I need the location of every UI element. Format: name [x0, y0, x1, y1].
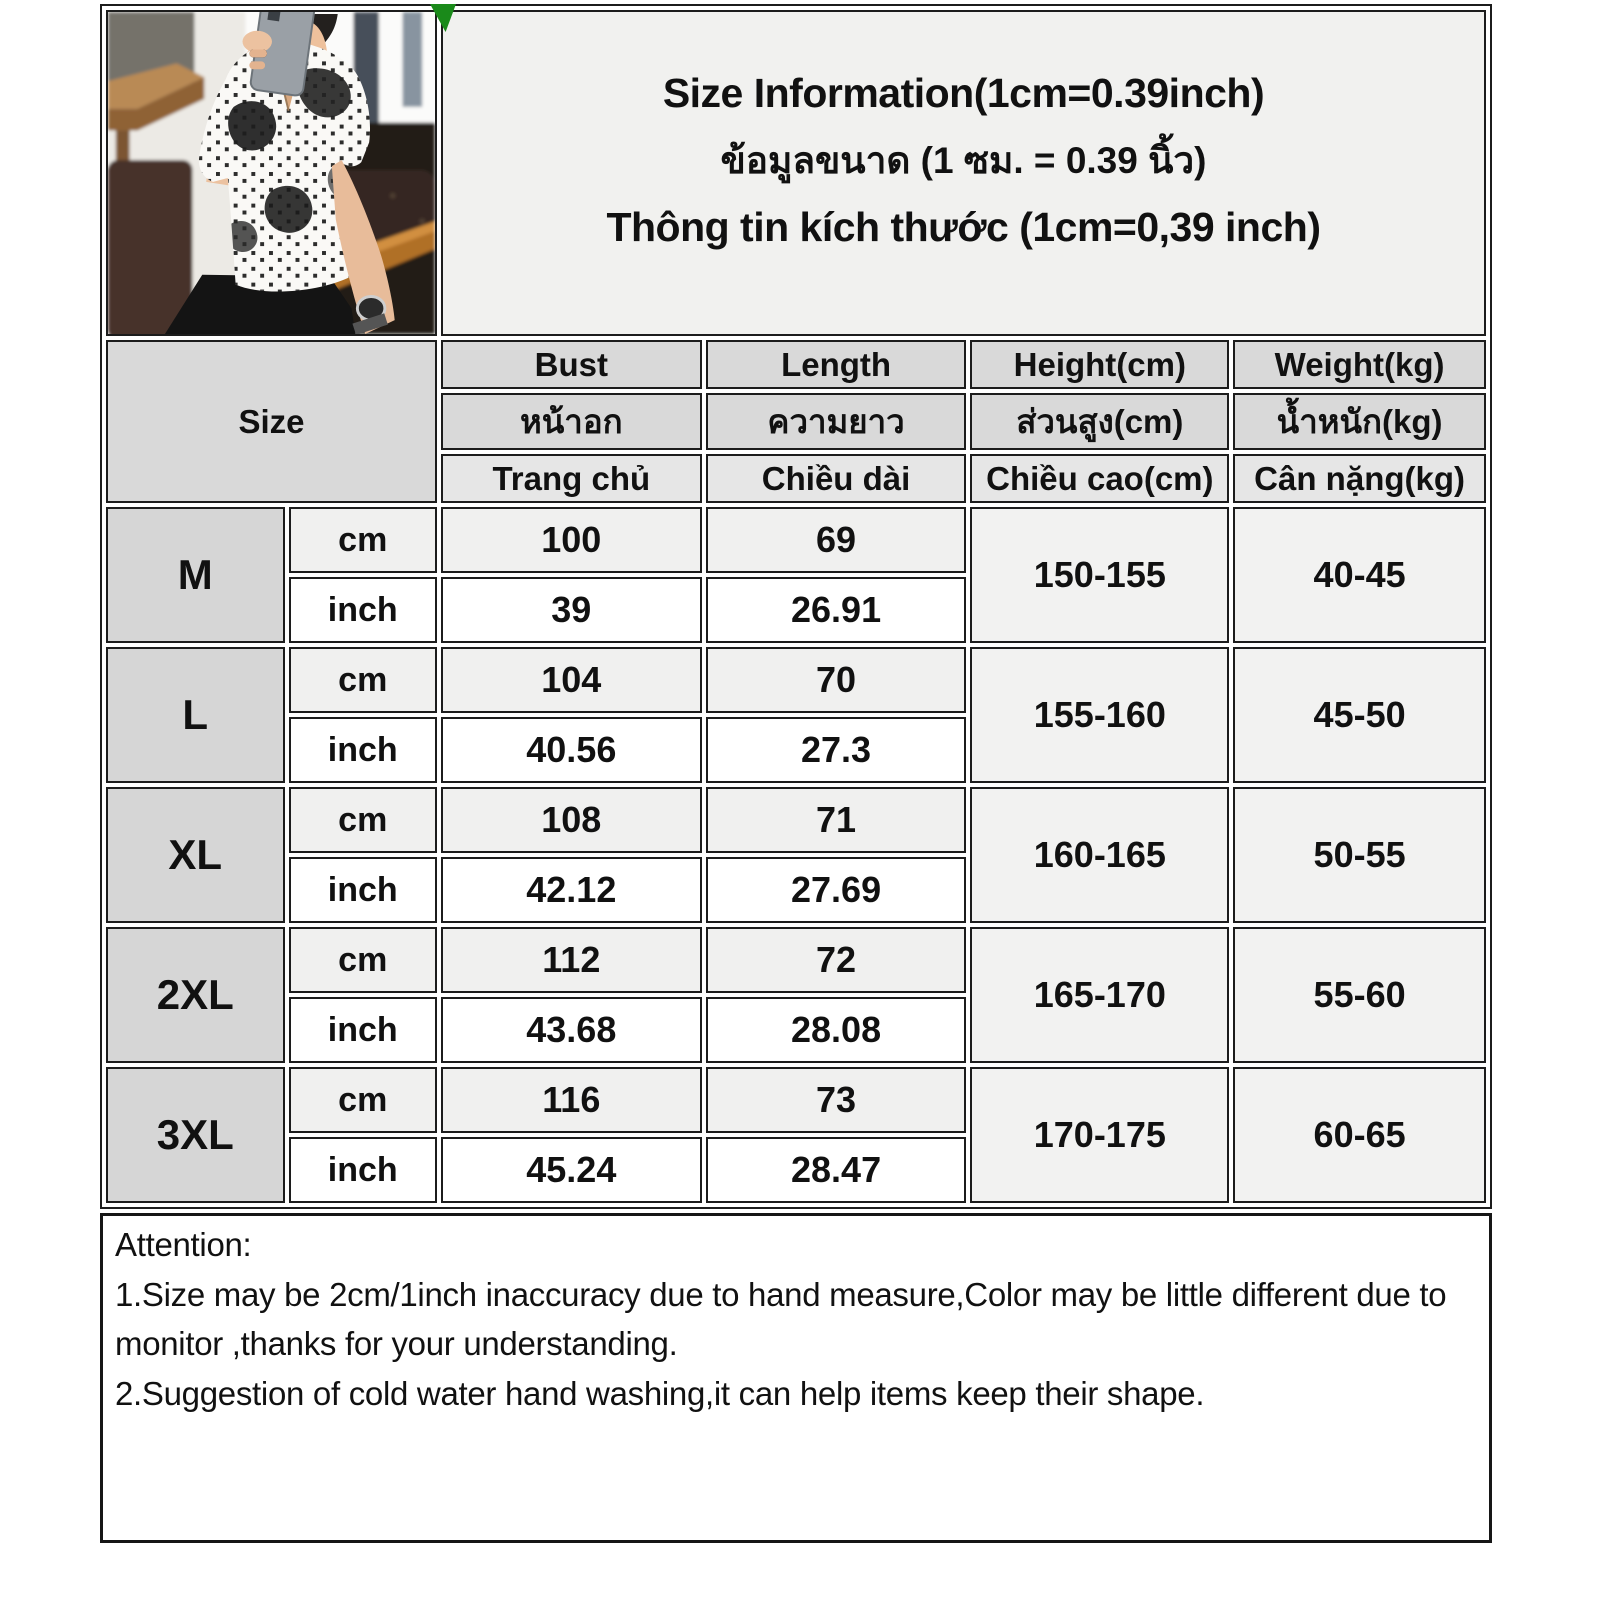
- length-inch-value: 27.69: [706, 857, 967, 923]
- bust-cm-value: 112: [441, 927, 702, 993]
- weight-range: 50-55: [1233, 787, 1486, 923]
- product-photo-cell: [106, 10, 437, 336]
- length-inch-value: 28.47: [706, 1137, 967, 1203]
- unit-label-inch: inch: [289, 717, 437, 783]
- size-group-3xl: [106, 1067, 1486, 1203]
- height-range: 165-170: [970, 927, 1229, 1063]
- size-chart-sheet: [100, 4, 1492, 1543]
- header-weight-th: น้ำหนัก(kg): [1233, 393, 1486, 450]
- bust-inch-value: 39: [441, 577, 702, 643]
- unit-label-inch: inch: [289, 1137, 437, 1203]
- table-row: [106, 647, 1486, 713]
- title-line-english: Size Information(1cm=0.39inch): [662, 69, 1265, 116]
- table-row: [106, 787, 1486, 853]
- size-label: XL: [106, 787, 285, 923]
- weight-range: 40-45: [1233, 507, 1486, 643]
- title-panel: [441, 10, 1486, 336]
- size-corner-label: Size: [106, 340, 437, 503]
- header-bust-en: Bust: [441, 340, 702, 389]
- unit-label-inch: inch: [289, 577, 437, 643]
- size-label: L: [106, 647, 285, 783]
- length-inch-value: 27.3: [706, 717, 967, 783]
- attention-note-1: 1.Size may be 2cm/1inch inaccuracy due to hand measure,Color may be little different due to monitor ,thanks for your understanding.: [115, 1275, 1447, 1362]
- header-bust-th: หน้าอก: [441, 393, 702, 450]
- bust-inch-value: 42.12: [441, 857, 702, 923]
- weight-range: 55-60: [1233, 927, 1486, 1063]
- title-line-vietnamese: Thông tin kích thước (1cm=0,39 inch): [606, 203, 1321, 250]
- length-cm-value: 71: [706, 787, 967, 853]
- header-row-english: [106, 340, 1486, 389]
- unit-label-cm: cm: [289, 927, 437, 993]
- height-range: 160-165: [970, 787, 1229, 923]
- bust-cm-value: 100: [441, 507, 702, 573]
- header-length-th: ความยาว: [706, 393, 967, 450]
- attention-heading: Attention:: [115, 1226, 252, 1263]
- length-cm-value: 69: [706, 507, 967, 573]
- bust-inch-value: 45.24: [441, 1137, 702, 1203]
- unit-label-inch: inch: [289, 857, 437, 923]
- bust-inch-value: 40.56: [441, 717, 702, 783]
- header-weight-vi: Cân nặng(kg): [1233, 454, 1486, 503]
- size-group-2xl: [106, 927, 1486, 1063]
- size-label: M: [106, 507, 285, 643]
- size-table: [100, 4, 1492, 1209]
- length-inch-value: 26.91: [706, 577, 967, 643]
- title-line-thai: ข้อมูลขนาด (1 ซม. = 0.39 นิ้ว): [720, 139, 1207, 181]
- header-length-en: Length: [706, 340, 967, 389]
- height-range: 155-160: [970, 647, 1229, 783]
- length-cm-value: 73: [706, 1067, 967, 1133]
- product-photo: [108, 12, 435, 334]
- table-row: [106, 1067, 1486, 1133]
- header-length-vi: Chiều dài: [706, 454, 967, 503]
- length-cm-value: 72: [706, 927, 967, 993]
- unit-label-cm: cm: [289, 1067, 437, 1133]
- size-group-xl: [106, 787, 1486, 923]
- bust-cm-value: 104: [441, 647, 702, 713]
- weight-range: 45-50: [1233, 647, 1486, 783]
- header-height-en: Height(cm): [970, 340, 1229, 389]
- size-label: 2XL: [106, 927, 285, 1063]
- bust-cm-value: 108: [441, 787, 702, 853]
- unit-label-inch: inch: [289, 997, 437, 1063]
- height-range: 150-155: [970, 507, 1229, 643]
- attention-box: [100, 1213, 1492, 1543]
- table-row: [106, 927, 1486, 993]
- length-cm-value: 70: [706, 647, 967, 713]
- attention-note-2: 2.Suggestion of cold water hand washing,it can help items keep their shape.: [115, 1374, 1205, 1412]
- unit-label-cm: cm: [289, 787, 437, 853]
- weight-range: 60-65: [1233, 1067, 1486, 1203]
- header-bust-vi: Trang chủ: [441, 454, 702, 503]
- title-stack: [443, 70, 1484, 277]
- size-group-l: [106, 647, 1486, 783]
- unit-label-cm: cm: [289, 507, 437, 573]
- size-label: 3XL: [106, 1067, 285, 1203]
- header-weight-en: Weight(kg): [1233, 340, 1486, 389]
- top-section: [106, 10, 1486, 336]
- unit-label-cm: cm: [289, 647, 437, 713]
- size-group-m: [106, 507, 1486, 643]
- length-inch-value: 28.08: [706, 997, 967, 1063]
- header-height-vi: Chiều cao(cm): [970, 454, 1229, 503]
- header-section: [106, 340, 1486, 503]
- bust-cm-value: 116: [441, 1067, 702, 1133]
- header-height-th: ส่วนสูง(cm): [970, 393, 1229, 450]
- bust-inch-value: 43.68: [441, 997, 702, 1063]
- height-range: 170-175: [970, 1067, 1229, 1203]
- table-row: [106, 507, 1486, 573]
